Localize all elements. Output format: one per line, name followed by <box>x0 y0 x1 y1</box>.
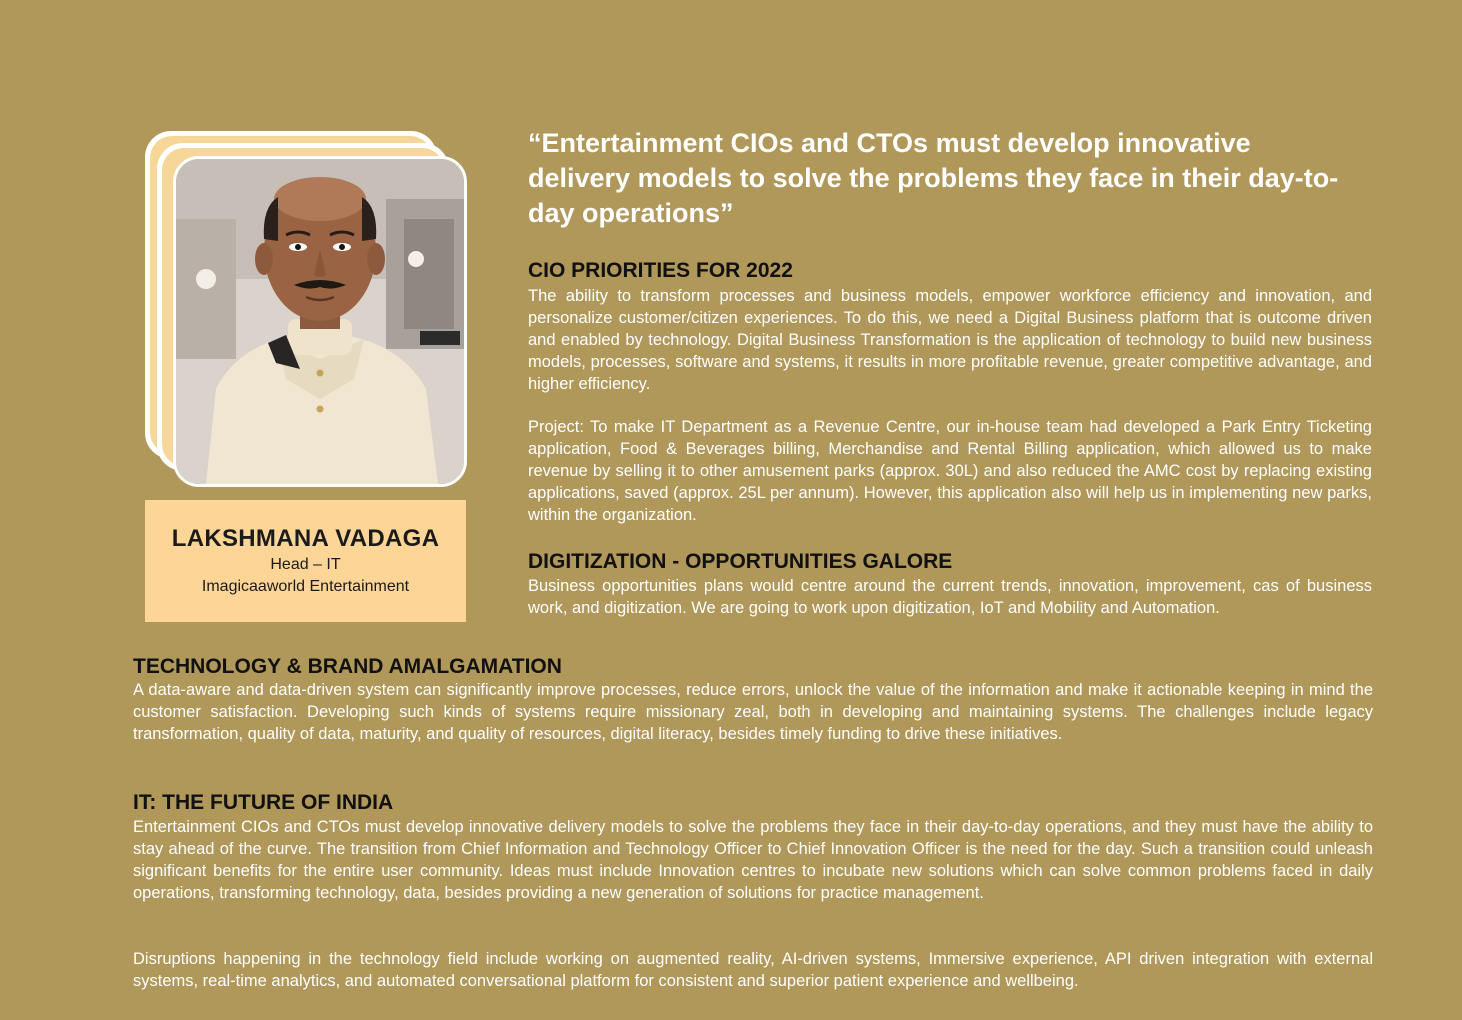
heading-technology-brand: TECHNOLOGY & BRAND AMALGAMATION <box>133 655 562 678</box>
profile-name-card <box>145 500 466 622</box>
heading-future-india: IT: THE FUTURE OF INDIA <box>133 791 394 814</box>
portrait-illustration <box>176 159 464 484</box>
profile-photo <box>173 156 467 487</box>
person-role: Head – IT <box>270 556 341 573</box>
heading-cio-priorities: CIO PRIORITIES FOR 2022 <box>528 259 793 282</box>
paragraph-cio-priorities: The ability to transform processes and business models, empower workforce efficiency and innovation, and personalize customer/citizen experiences. To do this, we need a Digital Business platform that is outcome driven and enabled by technology. Digital Business Transformation is the application of technology to build new business models, processes, software and systems, it results in more profitable revenue, greater competitive advantage, and higher efficiency. <box>528 287 1372 393</box>
person-name: LAKSHMANA VADAGA <box>171 525 440 552</box>
paragraph-future-india: Entertainment CIOs and CTOs must develop innovative delivery models to solve the problems they face in their day-to-day operations, and they must have the ability to stay ahead of the curve. The transition from Chief Information and Technology Officer to Chief Innovation Officer is the need for the day. Such a transition could unleash significant benefits for the entire user community. Ideas must include Innovation centres to incubate new solutions which can solve common problems faced in daily operations, transforming technology, data, besides providing a new generation of solutions for practice management. <box>133 818 1373 902</box>
paragraph-technology-brand: A data-aware and data-driven system can significantly improve processes, reduce errors, unlock the value of the information and make it actionable keeping in mind the customer satisfaction. Developing such kinds of systems require missionary zeal, both in developing and maintaining systems. The challenges include legacy transformation, quality of data, maturity, and quality of resources, digital literacy, besides timely funding to drive these initiatives. <box>133 681 1373 743</box>
paragraph-project: Project: To make IT Department as a Revenue Centre, our in-house team had developed a Park Entry Ticketing application, Food & Beverages billing, Merchandise and Rental Billing application, which allowed us to make revenue by selling it to other amusement parks (approx. 30L) and also reduced the AMC cost by replacing existing applications, saved (approx. 25L per annum). However, this application also will help us in implementing new parks, within the organization. <box>528 418 1372 524</box>
paragraph-digitization: Business opportunities plans would centre around the current trends, innovation, improvement, cas of business work, and digitization. We are going to work upon digitization, IoT and Mobility and Automation. <box>528 577 1372 617</box>
profile-photo-frame <box>145 131 467 489</box>
person-organization: Imagicaaworld Entertainment <box>201 578 410 595</box>
paragraph-disruptions: Disruptions happening in the technology field include working on augmented reality, AI-driven systems, Immersive experience, API driven integration with external systems, real-time analytics, and automated conversational platform for consistent and superior patient experience and wellbeing. <box>133 950 1373 990</box>
heading-digitization: DIGITIZATION - OPPORTUNITIES GALORE <box>528 550 953 573</box>
pull-quote: “Entertainment CIOs and CTOs must develop innovative delivery models to solve the problems they face in their day-to-day operations” <box>528 128 1339 228</box>
